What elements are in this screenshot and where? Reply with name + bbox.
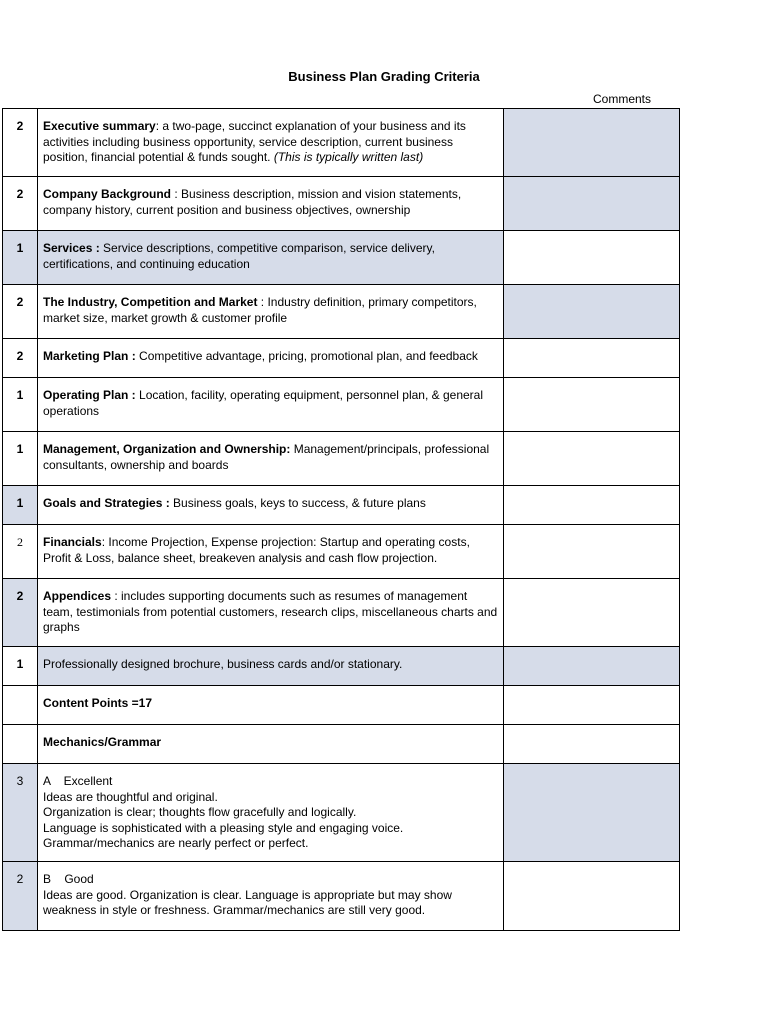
table-row	[3, 764, 680, 862]
comments-cell[interactable]	[504, 525, 680, 579]
criteria-text: : Business description, mission and vision statements, company history, current position and business objectives, ownership	[43, 187, 462, 217]
grade-line: Ideas are good. Organization is clear. Language is appropriate but may show weakness in style or freshness. Grammar/mechanics are still very good.	[43, 887, 452, 917]
criteria-cell	[38, 486, 504, 525]
criteria-cell	[38, 231, 504, 285]
criteria-heading: Appendices	[43, 589, 112, 603]
criteria-cell	[38, 109, 504, 177]
comments-cell[interactable]	[504, 647, 680, 686]
grade-line: Language is sophisticated with a pleasing style and engaging voice.	[43, 820, 404, 835]
criteria-text: Business goals, keys to success, & future plans	[169, 496, 426, 510]
comments-cell[interactable]	[504, 109, 680, 177]
comments-cell[interactable]	[504, 764, 680, 862]
table-row	[3, 525, 680, 579]
criteria-cell	[38, 862, 504, 931]
criteria-heading: Goals and Strategies :	[43, 496, 170, 510]
table-row	[3, 231, 680, 285]
points-cell: 2	[3, 862, 38, 931]
table-row	[3, 579, 680, 647]
criteria-heading: Executive summary	[43, 119, 156, 133]
points-cell: 3	[3, 764, 38, 862]
comments-cell[interactable]	[504, 177, 680, 231]
table-row	[3, 378, 680, 432]
criteria-heading: The Industry, Competition and Market	[43, 295, 258, 309]
grade-line: Ideas are thoughtful and original.	[43, 789, 218, 804]
criteria-heading: Management, Organization and Ownership:	[43, 442, 291, 456]
points-cell: 2	[3, 177, 38, 231]
criteria-heading: Company Background	[43, 187, 175, 201]
points-cell: 1	[3, 432, 38, 486]
points-cell	[3, 686, 38, 725]
comments-cell[interactable]	[504, 231, 680, 285]
criteria-text: Competitive advantage, pricing, promotional plan, and feedback	[135, 349, 478, 363]
criteria-cell	[38, 647, 504, 686]
criteria-text: Location, facility, operating equipment, personnel plan, & general operations	[43, 388, 484, 418]
criteria-text: : Industry definition, primary competitors, market size, market growth & customer profile	[43, 295, 477, 325]
points-cell: 2	[3, 109, 38, 177]
comments-cell[interactable]	[504, 378, 680, 432]
content-points-total: Content Points =17	[43, 696, 153, 710]
table-row	[3, 285, 680, 339]
criteria-text: Management/principals, professional consultants, ownership and boards	[43, 442, 490, 472]
table-row	[3, 686, 680, 725]
comments-cell[interactable]	[504, 579, 680, 647]
points-cell: 2	[3, 579, 38, 647]
criteria-cell	[38, 339, 504, 378]
criteria-cell	[38, 686, 504, 725]
table-row	[3, 862, 680, 931]
table-row	[3, 109, 680, 177]
criteria-cell	[38, 525, 504, 579]
criteria-heading: Marketing Plan :	[43, 349, 136, 363]
points-cell: 2	[3, 525, 38, 579]
criteria-text: Professionally designed brochure, business cards and/or stationary.	[43, 657, 403, 671]
grade-line: Organization is clear; thoughts flow gracefully and logically.	[43, 805, 357, 819]
criteria-cell	[38, 378, 504, 432]
grade-line: Grammar/mechanics are nearly perfect or perfect.	[43, 836, 309, 850]
comments-cell[interactable]	[504, 285, 680, 339]
points-cell: 2	[3, 339, 38, 378]
criteria-note: (This is typically written last)	[273, 150, 424, 164]
grading-criteria-table	[2, 108, 680, 931]
comments-cell[interactable]	[504, 486, 680, 525]
section-heading: Mechanics/Grammar	[43, 735, 162, 749]
criteria-cell	[38, 764, 504, 862]
grade-label: B Good	[43, 872, 94, 886]
comments-cell[interactable]	[504, 725, 680, 764]
comments-cell[interactable]	[504, 339, 680, 378]
page-title: Business Plan Grading Criteria	[288, 69, 480, 84]
criteria-text: : includes supporting documents such as resumes of management team, testimonials from potential customers, research clips, miscellaneous charts and graphs	[43, 589, 498, 634]
table-row	[3, 432, 680, 486]
points-cell: 1	[3, 647, 38, 686]
criteria-cell	[38, 177, 504, 231]
criteria-heading: Financials	[43, 535, 102, 549]
table-row	[3, 177, 680, 231]
criteria-heading: Services :	[43, 241, 100, 255]
criteria-heading: Operating Plan :	[43, 388, 136, 402]
points-cell: 1	[3, 486, 38, 525]
criteria-cell	[38, 579, 504, 647]
points-cell: 1	[3, 231, 38, 285]
table-row	[3, 725, 680, 764]
grade-label: A Excellent	[43, 774, 113, 788]
comments-cell[interactable]	[504, 862, 680, 931]
criteria-cell	[38, 432, 504, 486]
criteria-cell	[38, 285, 504, 339]
comments-column-header: Comments	[593, 92, 652, 106]
comments-cell[interactable]	[504, 686, 680, 725]
table-row	[3, 339, 680, 378]
criteria-text: : Income Projection, Expense projection: Startup and operating costs, Profit & Loss, balance sheet, breakeven analysis and cash flow projection.	[43, 535, 470, 565]
table-row	[3, 486, 680, 525]
criteria-cell	[38, 725, 504, 764]
table-row	[3, 647, 680, 686]
criteria-text: Service descriptions, competitive comparison, service delivery, certifications, and continuing education	[43, 241, 435, 271]
points-cell: 2	[3, 285, 38, 339]
criteria-text: : a two-page, succinct explanation of your business and its activities including business opportunity, service description, current business position, financial potential & funds sought.	[43, 119, 466, 164]
points-cell	[3, 725, 38, 764]
comments-cell[interactable]	[504, 432, 680, 486]
points-cell: 1	[3, 378, 38, 432]
